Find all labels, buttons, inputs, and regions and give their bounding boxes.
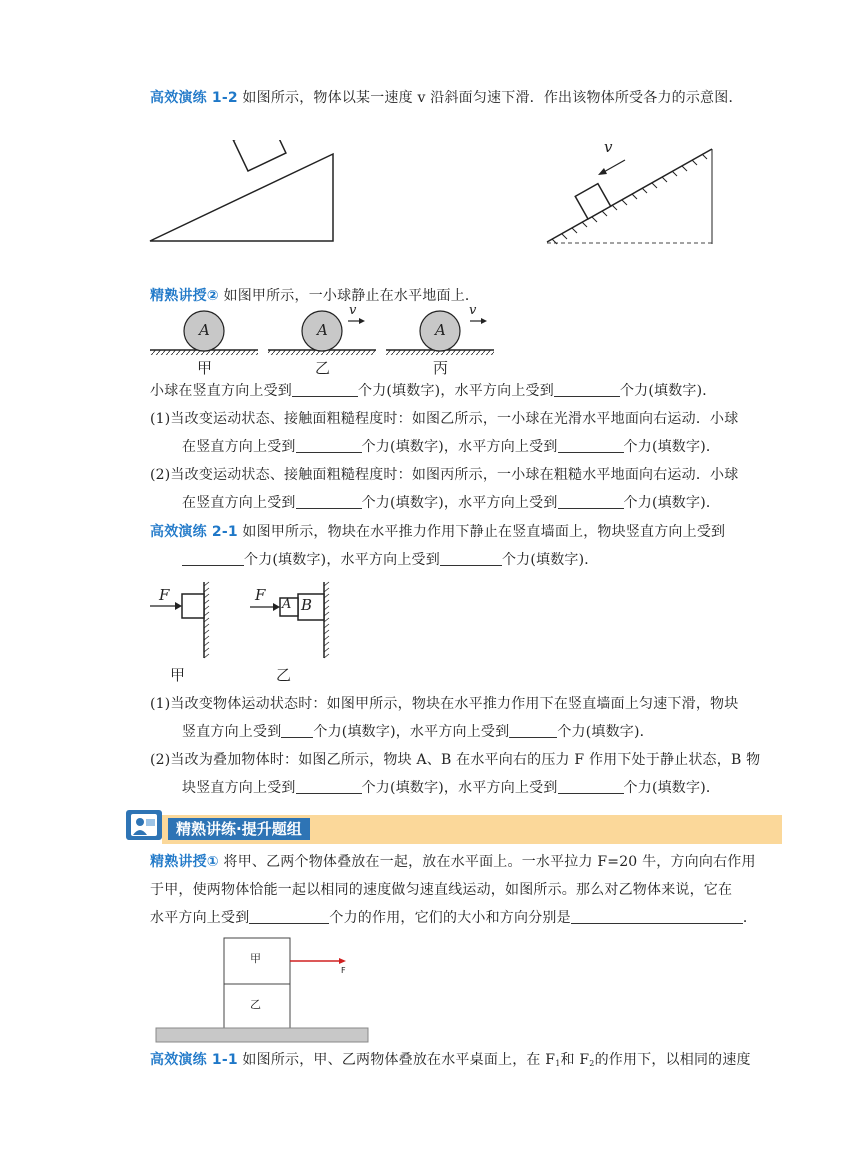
banner-title: 精熟讲练·提升题组 [168,818,310,840]
answer-blank[interactable] [554,382,620,397]
ball-label-1: A [199,321,210,339]
problem-2-1-item-1-cont: 竖直方向上受到 个力(填数字)，水平方向上受到 个力(填数字)． [182,724,654,740]
teacher-icon [124,808,164,842]
problem-2-1-item-1: (1)当改变物体运动状态时：如图甲所示，物块在水平推力作用下在竖直墙面上匀速下滑，物块 [150,696,739,712]
answer-blank[interactable] [182,551,244,566]
fig-label-yi-2: 乙 [276,666,292,684]
section-banner [122,808,782,844]
problem-2-1-item-2: (2)当改为叠加物体时：如图乙所示，物块 A、B 在水平向右的压力 F 作用下处于静止状态，B 物 [150,752,761,768]
lecture-1-line-2: 于甲，使两物体恰能一起以相同的速度做匀速直线运动，如图所示。那么对乙物体来说，它在 [150,882,733,898]
fig-label-yi: 乙 [315,359,331,377]
lecture-2-item-1: (1)当改变运动状态、接触面粗糙程度时：如图乙所示，一小球在光滑水平地面向右运动．小球 [150,411,739,427]
answer-blank[interactable] [558,438,624,453]
answer-blank[interactable] [281,723,313,738]
velocity-symbol: v [604,138,613,156]
ball-label-3: A [435,321,446,339]
answer-blank[interactable] [296,438,362,453]
answer-blank[interactable] [558,494,624,509]
problem-2-1-cont: 个力(填数字)，水平方向上受到 个力(填数字)． [182,550,598,570]
lecture-1-line-3: 水平方向上受到 个力的作用，它们的大小和方向分别是 ． [150,910,758,926]
lecture-1-text: 精熟讲授① 将甲、乙两个物体叠放在一起，放在水平面上。一水平拉力 F=20 牛，方向向右作用 [150,854,756,870]
fig-label-jia: 甲 [197,359,213,377]
lecture-2-item-2-cont: 在竖直方向上受到 个力(填数字)，水平方向上受到 个力(填数字)． [182,495,721,511]
problem-1-2-text: 高效演练 1-2 如图所示，物体以某一速度 v 沿斜面匀速下滑．作出该物体所受各力的示意图． [150,90,743,106]
fig-label-bing: 丙 [433,359,449,377]
force-label-F-2: F [255,586,266,604]
block-label-A: A [282,597,292,612]
answer-blank[interactable] [440,551,502,566]
incline-figure-left [140,140,350,250]
fig-label-jia-2: 甲 [170,666,186,684]
wall-block-figure [148,578,338,662]
answer-blank[interactable] [292,382,358,397]
answer-blank[interactable] [571,909,743,924]
problem-2-1-text: 高效演练 2-1 如图甲所示，物块在水平推力作用下静止在竖直墙面上，物块竖直方向上受到 [150,524,726,540]
lecture-2-item-2: (2)当改变运动状态、接触面粗糙程度时：如图丙所示，一小球在粗糙水平地面向右运动．小球 [150,467,739,483]
block-label-B: B [301,596,313,614]
problem-label: 高效演练 1-2 [150,90,238,106]
problem-2-1-item-2-cont: 块竖直方向上受到 个力(填数字)，水平方向上受到 个力(填数字)． [182,780,721,796]
block-label-jia: 甲 [250,952,261,965]
answer-blank[interactable] [509,723,557,738]
force-label-F: F [159,586,170,604]
block-label-yi: 乙 [250,998,261,1011]
answer-blank[interactable] [558,779,624,794]
velocity-symbol-2: v [349,303,357,318]
lecture-2-text: 精熟讲授② 如图甲所示，一小球静止在水平地面上． [150,288,480,304]
lecture-2-question: 小球在竖直方向上受到 个力(填数字)，水平方向上受到 个力(填数字)． [150,383,717,399]
answer-blank[interactable] [296,779,362,794]
answer-blank[interactable] [296,494,362,509]
incline-figure-right [540,140,720,250]
force-label-F-3: F [341,966,346,975]
lecture-2-item-1-cont: 在竖直方向上受到 个力(填数字)，水平方向上受到 个力(填数字)． [182,439,721,455]
problem-1-1-text: 高效演练 1-1 如图所示，甲、乙两物体叠放在水平桌面上，在 $F_1$和 $F_2$的作用下，以相同的速度 [150,1052,751,1068]
answer-blank[interactable] [249,909,329,924]
ball-label-2: A [317,321,328,339]
velocity-symbol-3: v [469,303,477,318]
